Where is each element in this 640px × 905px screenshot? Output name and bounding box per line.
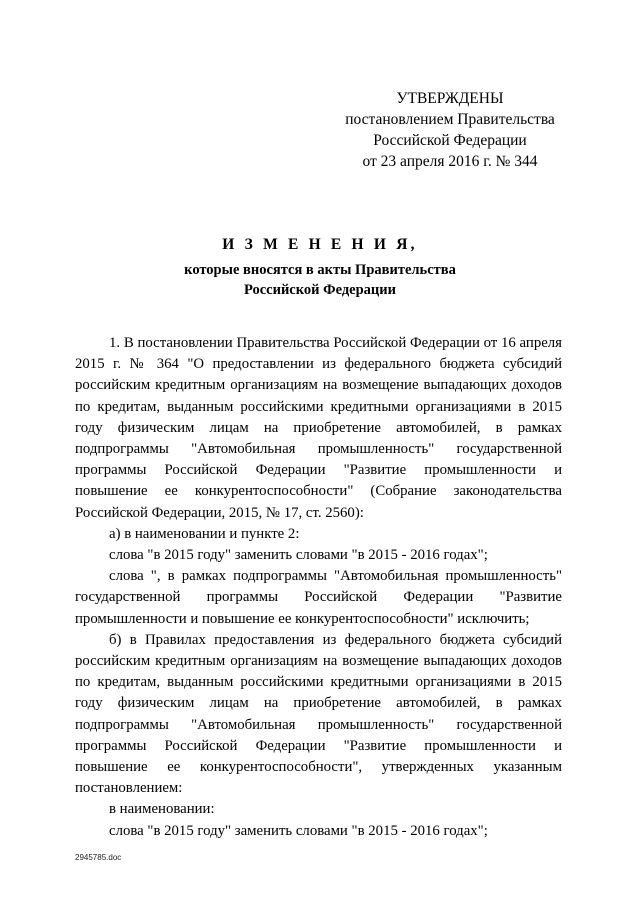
paragraph-1: 1. В постановлении Правительства Российской Федерации от 16 апреля 2015 г. № 364 "О предоставлении из федерального бюджета субсидий российским кредитным организациям на возмещение выпадающих доходов по кредитам, выданным российскими кредитными организациями в 2015 году физическим лицам на приобретение автомобилей, в рамках подпрограммы "Автомобильная промышленность" государственной программы Российской Федерации "Развитие промышленности и повышение ее конкурентоспособности" (Собрание законодательства Российской Федерации, 2015, № 17, ст. 2560): xyxy=(75,335,562,521)
approval-status: УТВЕРЖДЕНЫ xyxy=(396,90,504,107)
document-subtitle xyxy=(0,260,640,300)
footer-doc-id: 2945785.doc xyxy=(75,853,122,862)
approval-country: Российской Федерации xyxy=(373,132,527,149)
subtitle-line-2: Российской Федерации xyxy=(243,282,396,298)
approval-authority: постановлением Правительства xyxy=(345,111,555,128)
paragraph-2: а) в наименовании и пункте 2: xyxy=(109,525,300,542)
document-body xyxy=(75,333,562,842)
approval-block xyxy=(300,88,600,172)
paragraph-7: слова "в 2015 году" заменить словами "в 2015 - 2016 годах"; xyxy=(109,822,488,839)
paragraph-5: б) в Правилах предоставления из федерального бюджета субсидий российским кредитным организациям на возмещение выпадающих доходов по кредитам, выданным российскими кредитными организациями в 2015 году физическим лицам на приобретение автомобилей, в рамках подпрограммы "Автомобильная промышленность" государственной программы Российской Федерации "Развитие промышленности и повышение ее конкурентоспособности", утвержденных указанным постановлением: xyxy=(75,631,562,797)
paragraph-4: слова ", в рамках подпрограммы "Автомобильная промышленность" государственной программы Российской Федерации "Развитие промышленности и повышение ее конкурентоспособности" исключить; xyxy=(75,568,562,627)
paragraph-6: в наименовании: xyxy=(109,801,215,818)
subtitle-line-1: которые вносятся в акты Правительства xyxy=(184,262,456,278)
document-title: И З М Е Н Е Н И Я, xyxy=(222,236,418,253)
approval-date-number: от 23 апреля 2016 г. № 344 xyxy=(362,153,538,170)
paragraph-3: слова "в 2015 году" заменить словами "в 2015 - 2016 годах"; xyxy=(109,547,488,564)
